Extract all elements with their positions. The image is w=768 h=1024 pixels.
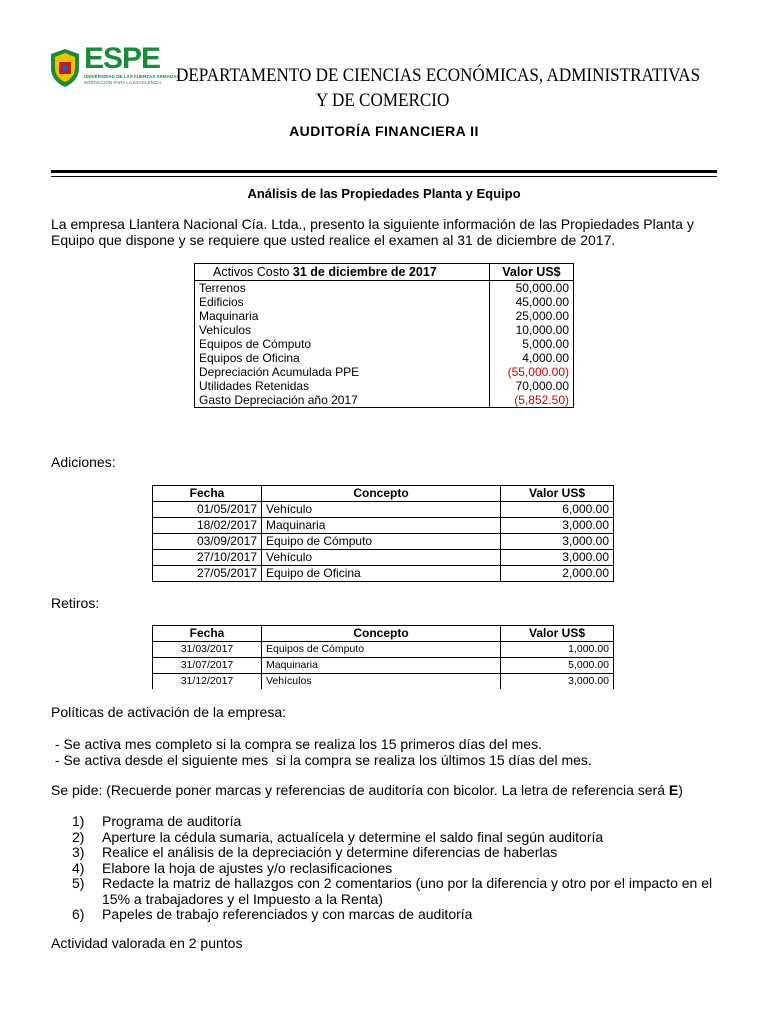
policies-label: Políticas de activación de la empresa:	[51, 704, 287, 720]
list-item: 3) Realice el análisis de la depreciación y determine diferencias de haberlas	[72, 844, 558, 860]
list-item: 1) Programa de auditoría	[72, 813, 242, 829]
table-row: 31/12/2017 Vehículos 3,000.00	[153, 674, 614, 690]
table-row: 03/09/2017 Equipo de Cómputo 3,000.00	[153, 534, 614, 550]
logo-wordmark: ESPE	[84, 42, 161, 75]
additions-label: Adiciones:	[51, 454, 116, 470]
table-row: 27/10/2017 Vehículo 3,000.00	[153, 550, 614, 566]
table-row: Equipos de Oficina 4,000.00	[195, 351, 574, 365]
assets-table	[194, 263, 574, 408]
list-item: 5) Redacte la matriz de hallazgos con 2 comentarios (uno por la diferencia y otro por el impacto en el 15% a trabajadores y el Impuesto a la Renta)	[72, 875, 713, 907]
table-row: 31/07/2017 Maquinaria 5,000.00	[153, 658, 614, 674]
table-row: Edificios 45,000.00	[195, 295, 574, 309]
table-row: Gasto Depreciación año 2017 (5,852.50)	[195, 393, 574, 408]
header-divider-thick	[51, 170, 717, 173]
assets-header-value: Valor US$	[489, 264, 573, 281]
task-list	[72, 814, 732, 923]
table-row: Terrenos 50,000.00	[195, 281, 574, 296]
table-row: Depreciación Acumulada PPE (55,000.00)	[195, 365, 574, 379]
requirement-paragraph: Se pide: (Recuerde poner marcas y referencias de auditoría con bicolor. La letra de referencia será E)	[51, 782, 683, 798]
reference-letter: E	[668, 782, 679, 798]
logo-tagline-1: UNIVERSIDAD DE LAS FUERZAS ARMADAS	[84, 74, 180, 79]
document-subtitle: Análisis de las Propiedades Planta y Equipo	[247, 186, 521, 201]
policies-list	[51, 736, 721, 768]
table-row: Equipos de Cómputo 5,000.00	[195, 337, 574, 351]
list-item: - Se activa mes completo si la compra se realiza los 15 primeros días del mes.	[51, 736, 542, 752]
department-title-line1: DEPARTAMENTO DE CIENCIAS ECONÓMICAS, ADMINISTRATIVAS	[176, 65, 701, 86]
list-item: - Se activa desde el siguiente mes si la compra se realiza los últimos 15 días del mes.	[51, 752, 592, 768]
university-crest-icon	[48, 48, 82, 88]
table-row: Vehículos 10,000.00	[195, 323, 574, 337]
table-row: Utilidades Retenidas 70,000.00	[195, 379, 574, 393]
table-row: 27/05/2017 Equipo de Oficina 2,000.00	[153, 566, 614, 582]
list-item: 6) Papeles de trabajo referenciados y con marcas de auditoría	[72, 906, 473, 922]
department-title-line2: Y DE COMERCIO	[316, 90, 450, 111]
retirements-label: Retiros:	[51, 595, 100, 611]
table-row: 18/02/2017 Maquinaria 3,000.00	[153, 518, 614, 534]
espe-logo	[48, 42, 180, 92]
header-divider-thin	[51, 176, 717, 177]
additions-table: Fecha Concepto Valor US$ 01/05/2017 Vehículo 6,000.00 18/02/2017 Maquinaria 3,000.00 03/09/2017 Equipo de Cómputo 3,000.00 27/10/2017 Vehículo 3,000.00 27/05/2017 Equipo de Oficina 2,000.00	[152, 485, 614, 582]
logo-tagline-2: INNOVACIÓN PARA LA EXCELENCIA	[84, 80, 162, 85]
assets-header-label: Activos Costo 31 de diciembre de 2017	[195, 264, 490, 281]
closing-note: Actividad valorada en 2 puntos	[51, 935, 243, 951]
retirements-table: Fecha Concepto Valor US$ 31/03/2017 Equipos de Cómputo 1,000.00 31/07/2017 Maquinaria 5,000.00 31/12/2017 Vehículos 3,000.00	[152, 625, 614, 689]
list-item: 2) Aperture la cédula sumaria, actualícela y determine el saldo final según auditoría	[72, 828, 604, 845]
table-row: 31/03/2017 Equipos de Cómputo 1,000.00	[153, 642, 614, 658]
table-row: Maquinaria 25,000.00	[195, 309, 574, 323]
intro-paragraph: La empresa Llantera Nacional Cía. Ltda., presento la siguiente información de las Propiedades Planta y Equipo que dispone y se requiere que usted realice el examen al 31 de diciembre de 2017.	[51, 216, 694, 248]
table-row: 01/05/2017 Vehículo 6,000.00	[153, 502, 614, 518]
course-title: AUDITORÍA FINANCIERA II	[289, 123, 479, 139]
list-item: 4) Elabore la hoja de ajustes y/o reclasificaciones	[72, 859, 393, 876]
